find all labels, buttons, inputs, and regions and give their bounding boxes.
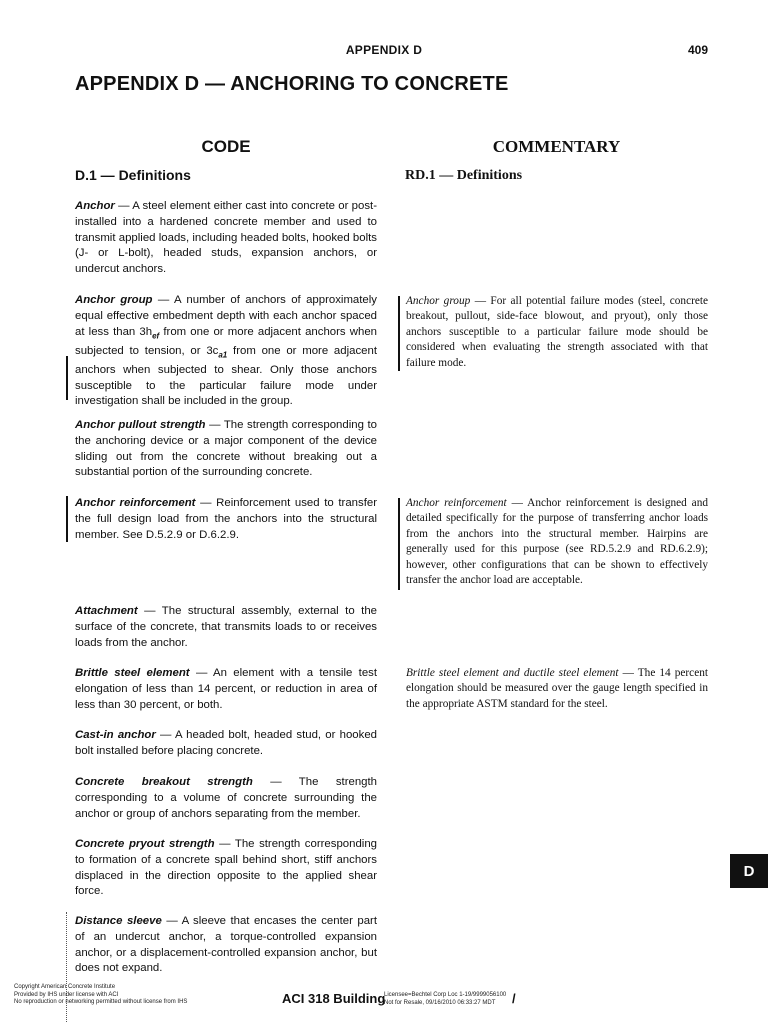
definition-text: — A number of anchors of approximately equal effective embedment depth with each anchor spaced at less than 3h — [75, 294, 377, 338]
definition-attachment — [75, 604, 377, 651]
commentary-text: — The 14 percent elongation should be measured over the gauge length specified in the appropriate ASTM standard for the steel. — [406, 667, 708, 710]
copyright-line: Provided by IHS under license with ACI — [14, 991, 119, 998]
definition-text: — The strength corresponding to formation of a concrete spall behind short, stiff anchors displaced in the direction opposite to the applied shear force. — [75, 838, 377, 898]
change-bar — [66, 496, 68, 542]
definition-concrete-pryout-strength — [75, 837, 377, 900]
definition-term: Anchor reinforcement — [75, 497, 196, 509]
license-notice — [384, 992, 506, 1007]
definition-term: Concrete pryout strength — [75, 838, 215, 850]
copyright-notice — [14, 984, 187, 1007]
definition-cast-in-anchor — [75, 728, 377, 760]
definition-term: Anchor group — [75, 294, 153, 306]
code-column-heading: CODE — [201, 137, 251, 156]
copyright-line: No reproduction or networking permitted without license from IHS — [14, 999, 188, 1005]
code-section-heading: D.1 — Definitions — [75, 167, 191, 183]
definition-text-3: from one or more adjacent anchors when subjected to shear. Only those anchors susceptible to the particular failure mode under investigation shall be included in the group. — [75, 344, 377, 408]
definition-anchor-pullout-strength — [75, 418, 377, 481]
definition-term: Anchor pullout strength — [75, 419, 206, 431]
commentary-term: Anchor reinforcement — [406, 497, 507, 509]
subscript-ef: ef — [152, 330, 160, 340]
page-number: 409 — [687, 43, 708, 57]
running-header: APPENDIX D — [345, 43, 423, 57]
commentary-text: — For all potential failure modes (steel, concrete breakout, pullout, side-face blowout, and pryout), only those anchors susceptible to a particular failure mode should be considered when evaluating the strength associated with that failure mode. — [406, 295, 709, 369]
license-line: Not for Resale, 09/16/2010 06:33:27 MDT — [384, 999, 496, 1006]
definition-term: Concrete breakout strength — [75, 776, 253, 788]
change-bar — [398, 498, 400, 590]
definition-concrete-breakout-strength — [75, 775, 377, 822]
definition-term: Distance sleeve — [75, 915, 162, 927]
definition-term: Anchor — [75, 200, 115, 212]
definition-term: Attachment — [75, 605, 138, 617]
definition-text: — A sleeve that encases the center part of an undercut anchor, a torque-controlled expansion anchor, or a displacement-controlled expansion anchor, but does not expand. — [75, 915, 377, 975]
definition-anchor-group — [75, 293, 377, 410]
footer-mark: / — [512, 991, 516, 1006]
definition-anchor-reinforcement — [75, 496, 377, 543]
definition-text: — A headed bolt, headed stud, or hooked bolt installed before placing concrete. — [75, 729, 377, 757]
commentary-term: Brittle steel element and ductile steel element — [406, 667, 619, 679]
commentary-term: Anchor group — [406, 295, 471, 307]
definition-text: — The structural assembly, external to the surface of the concrete, that transmits loads to or receives loads from the anchor. — [75, 605, 377, 649]
commentary-brittle-ductile-steel — [406, 666, 708, 712]
copyright-line: Copyright American Concrete Institute — [14, 984, 116, 990]
definition-anchor — [75, 199, 377, 278]
definition-text: — The strength corresponding to the anchoring device or a major component of the device sliding out from the concrete without breaking out a substantial portion of the surrounding concrete. — [75, 419, 377, 479]
commentary-anchor-reinforcement — [406, 496, 708, 588]
document-title-footer: ACI 318 Building — [282, 991, 386, 1006]
definition-brittle-steel-element — [75, 666, 377, 713]
commentary-text: — Anchor reinforcement is designed and detailed specifically for the purpose of transferring anchor loads from the anchors into the structural member. Hairpins are generally used for this purpose (see RD.5.2.9 and RD.6.2.9); however, other configurations that can be shown to effectively transfer the anchor load are acceptable. — [406, 497, 708, 587]
change-bar — [66, 356, 68, 400]
definition-text: — The strength corresponding to a volume of concrete surrounding the anchor or group of anchors separating from the member. — [75, 776, 377, 820]
appendix-title: APPENDIX D — ANCHORING TO CONCRETE — [75, 73, 509, 95]
definition-text: — Reinforcement used to transfer the full design load from the anchors into the structural member. See D.5.2.9 or D.6.2.9. — [75, 497, 378, 541]
appendix-tab-label: D — [730, 854, 768, 888]
commentary-column-heading: COMMENTARY — [492, 137, 621, 156]
definition-term: Brittle steel element — [75, 667, 190, 679]
license-line: Licensee=Bechtel Corp Loc 1-19/9999056100 — [384, 992, 507, 998]
definition-text: — An element with a tensile test elongation of less than 14 percent, or reduction in area of less than 30 percent, or both. — [75, 667, 378, 711]
definition-term: Cast-in anchor — [75, 729, 156, 741]
definition-text-2: from one or more adjacent anchors when subjected to tension, or 3c — [75, 325, 377, 357]
definition-text: — A steel element either cast into concrete or post-installed into a hardened concrete member and used to transmit applied loads, including headed bolts, hooked bolts (J- or L-bolt), headed studs, expansion anchors, or undercut anchors. — [75, 200, 377, 276]
commentary-anchor-group — [406, 294, 708, 371]
subscript-a1: a1 — [218, 349, 228, 359]
change-bar — [398, 296, 400, 371]
definition-distance-sleeve — [75, 914, 377, 977]
commentary-section-heading: RD.1 — Definitions — [405, 168, 523, 183]
